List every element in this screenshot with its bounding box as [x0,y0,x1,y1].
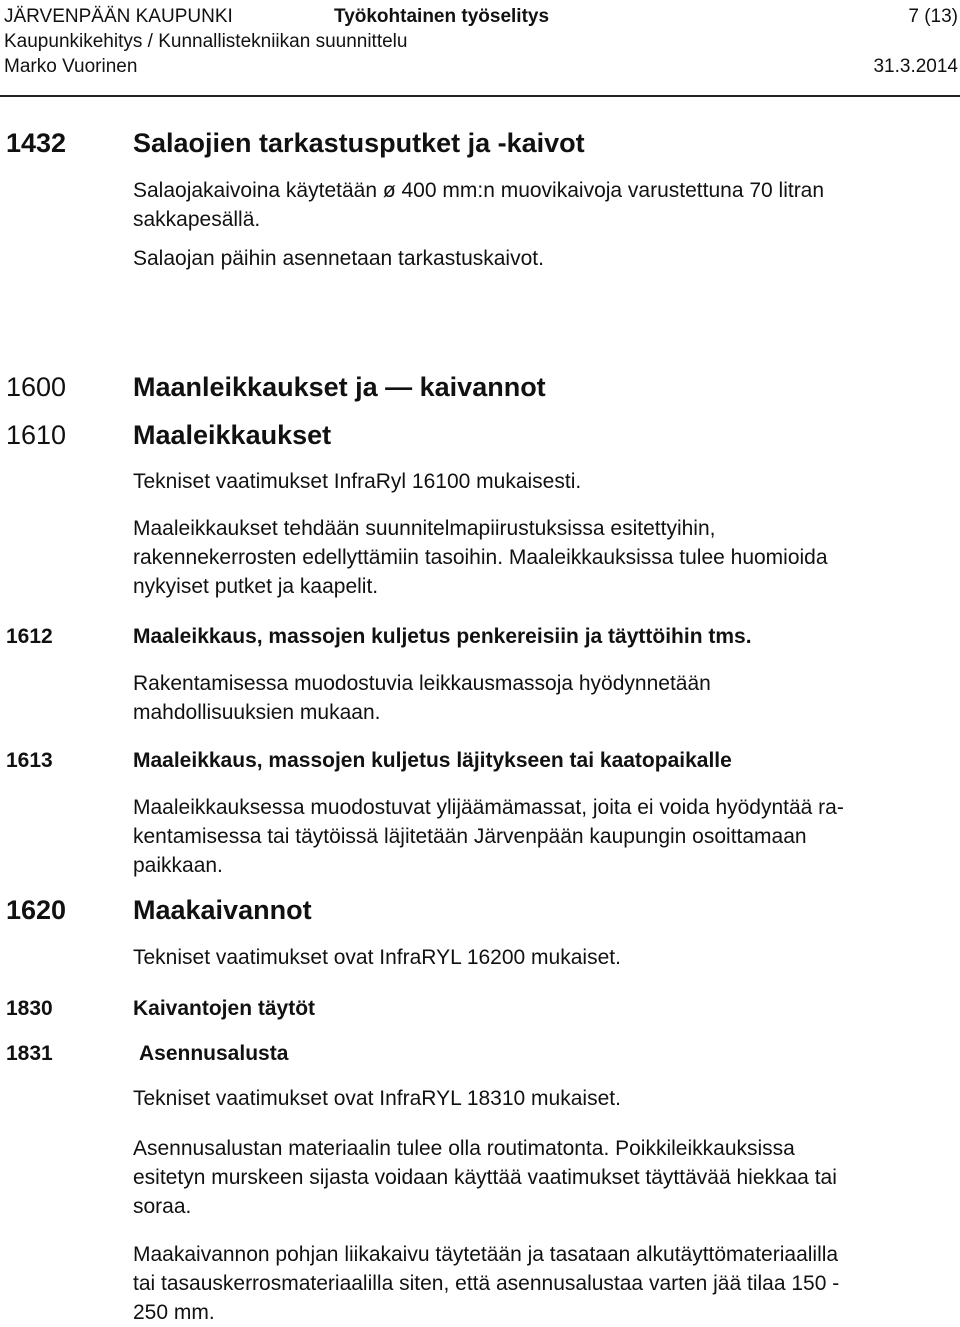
text-line: Salaojan päihin asennetaan tarkastuskaivot. [133,247,544,270]
page-number: 7 (13) [908,6,958,27]
section-heading-1432 [0,127,960,159]
section-number: 1600 [6,372,67,402]
section-title: Maaleikkaukset [133,420,332,450]
document-title: Työkohtainen työselitys [334,6,550,27]
text-line: Tekniset vaatimukset ovat InfraRYL 16200 mukaiset. [133,946,621,969]
header-divider [0,95,960,97]
text-line: rakennekerrosten edellyttämiin tasoihin. Maaleikkauksissa tulee huomioida [133,546,828,569]
text-line: Rakentamisessa muodostuvia leikkausmassoja hyödynnetään [133,672,711,695]
text-line: kentamisessa tai täytöissä läjitetään Järvenpään kaupungin osoittamaan [133,825,807,848]
section-number: 1612 [6,625,53,648]
section-heading-1613 [0,747,960,775]
section-heading-1620 [0,894,960,926]
section-number: 1831 [6,1042,53,1065]
text-line: Asennusalustan materiaalin tulee olla routimatonta. Poikkileikkauksissa [133,1137,795,1160]
section-heading-1830 [0,995,960,1023]
paragraph [133,1134,933,1221]
document-date: 31.3.2014 [873,56,958,77]
section-heading-1612 [0,623,960,651]
text-line: Maakaivannon pohjan liikakaivu täytetään ja tasataan alkutäyttömateriaalilla [133,1243,839,1266]
section-heading-1600 [0,371,960,403]
text-line: mahdollisuuksien mukaan. [133,701,381,724]
paragraph [133,1240,933,1327]
section-title: Maanleikkaukset ja — kaivannot [133,372,546,402]
paragraph [133,793,933,880]
paragraph [133,244,933,273]
text-line: Maaleikkauksessa muodostuvat ylijäämämassat, joita ei voida hyödyntää ra- [133,796,844,819]
section-number: 1830 [6,997,53,1020]
text-line: Salaojakaivoina käytetään ø 400 mm:n muovikaivoja varustettuna 70 litran [133,179,825,202]
paragraph [133,514,933,601]
text-line: soraa. [133,1195,192,1218]
section-title: Maaleikkaus, massojen kuljetus läjitykseen tai kaatopaikalle [133,749,732,772]
paragraph [133,669,933,727]
department: Kaupunkikehitys / Kunnallistekniikan suunnittelu [4,31,408,52]
section-title: Kaivantojen täytöt [133,997,316,1020]
section-title: Asennusalusta [139,1042,289,1065]
section-title: Maaleikkaus, massojen kuljetus penkereisiin ja täyttöihin tms. [133,625,752,648]
paragraph [133,467,933,496]
text-line: tai tasauskerrosmateriaalilla siten, että asennusalustaa varten jää tilaa 150 - [133,1272,840,1295]
section-number: 1613 [6,749,53,772]
text-line: Tekniset vaatimukset InfraRyl 16100 mukaisesti. [133,470,582,493]
text-line: nykyiset putket ja kaapelit. [133,575,379,598]
paragraph [133,1084,933,1113]
author: Marko Vuorinen [4,56,138,77]
page-header [4,4,958,79]
text-line: paikkaan. [133,854,223,877]
org-name: JÄRVENPÄÄN KAUPUNKI [4,6,233,27]
section-heading-1831 [0,1040,960,1068]
text-line: Tekniset vaatimukset ovat InfraRYL 18310 mukaiset. [133,1087,621,1110]
paragraph [133,943,933,972]
text-line: esitetyn murskeen sijasta voidaan käyttää vaatimukset täyttävää hiekkaa tai [133,1166,837,1189]
section-number: 1620 [6,895,67,925]
paragraph [133,176,933,234]
section-number: 1610 [6,420,67,450]
section-heading-1610 [0,419,960,451]
text-line: Maaleikkaukset tehdään suunnitelmapiirustuksissa esitettyihin, [133,517,716,540]
section-title: Maakaivannot [133,895,312,925]
text-line: sakkapesällä. [133,208,261,231]
section-number: 1432 [6,128,67,158]
section-title: Salaojien tarkastusputket ja -kaivot [133,128,585,158]
text-line: 250 mm. [133,1301,215,1324]
